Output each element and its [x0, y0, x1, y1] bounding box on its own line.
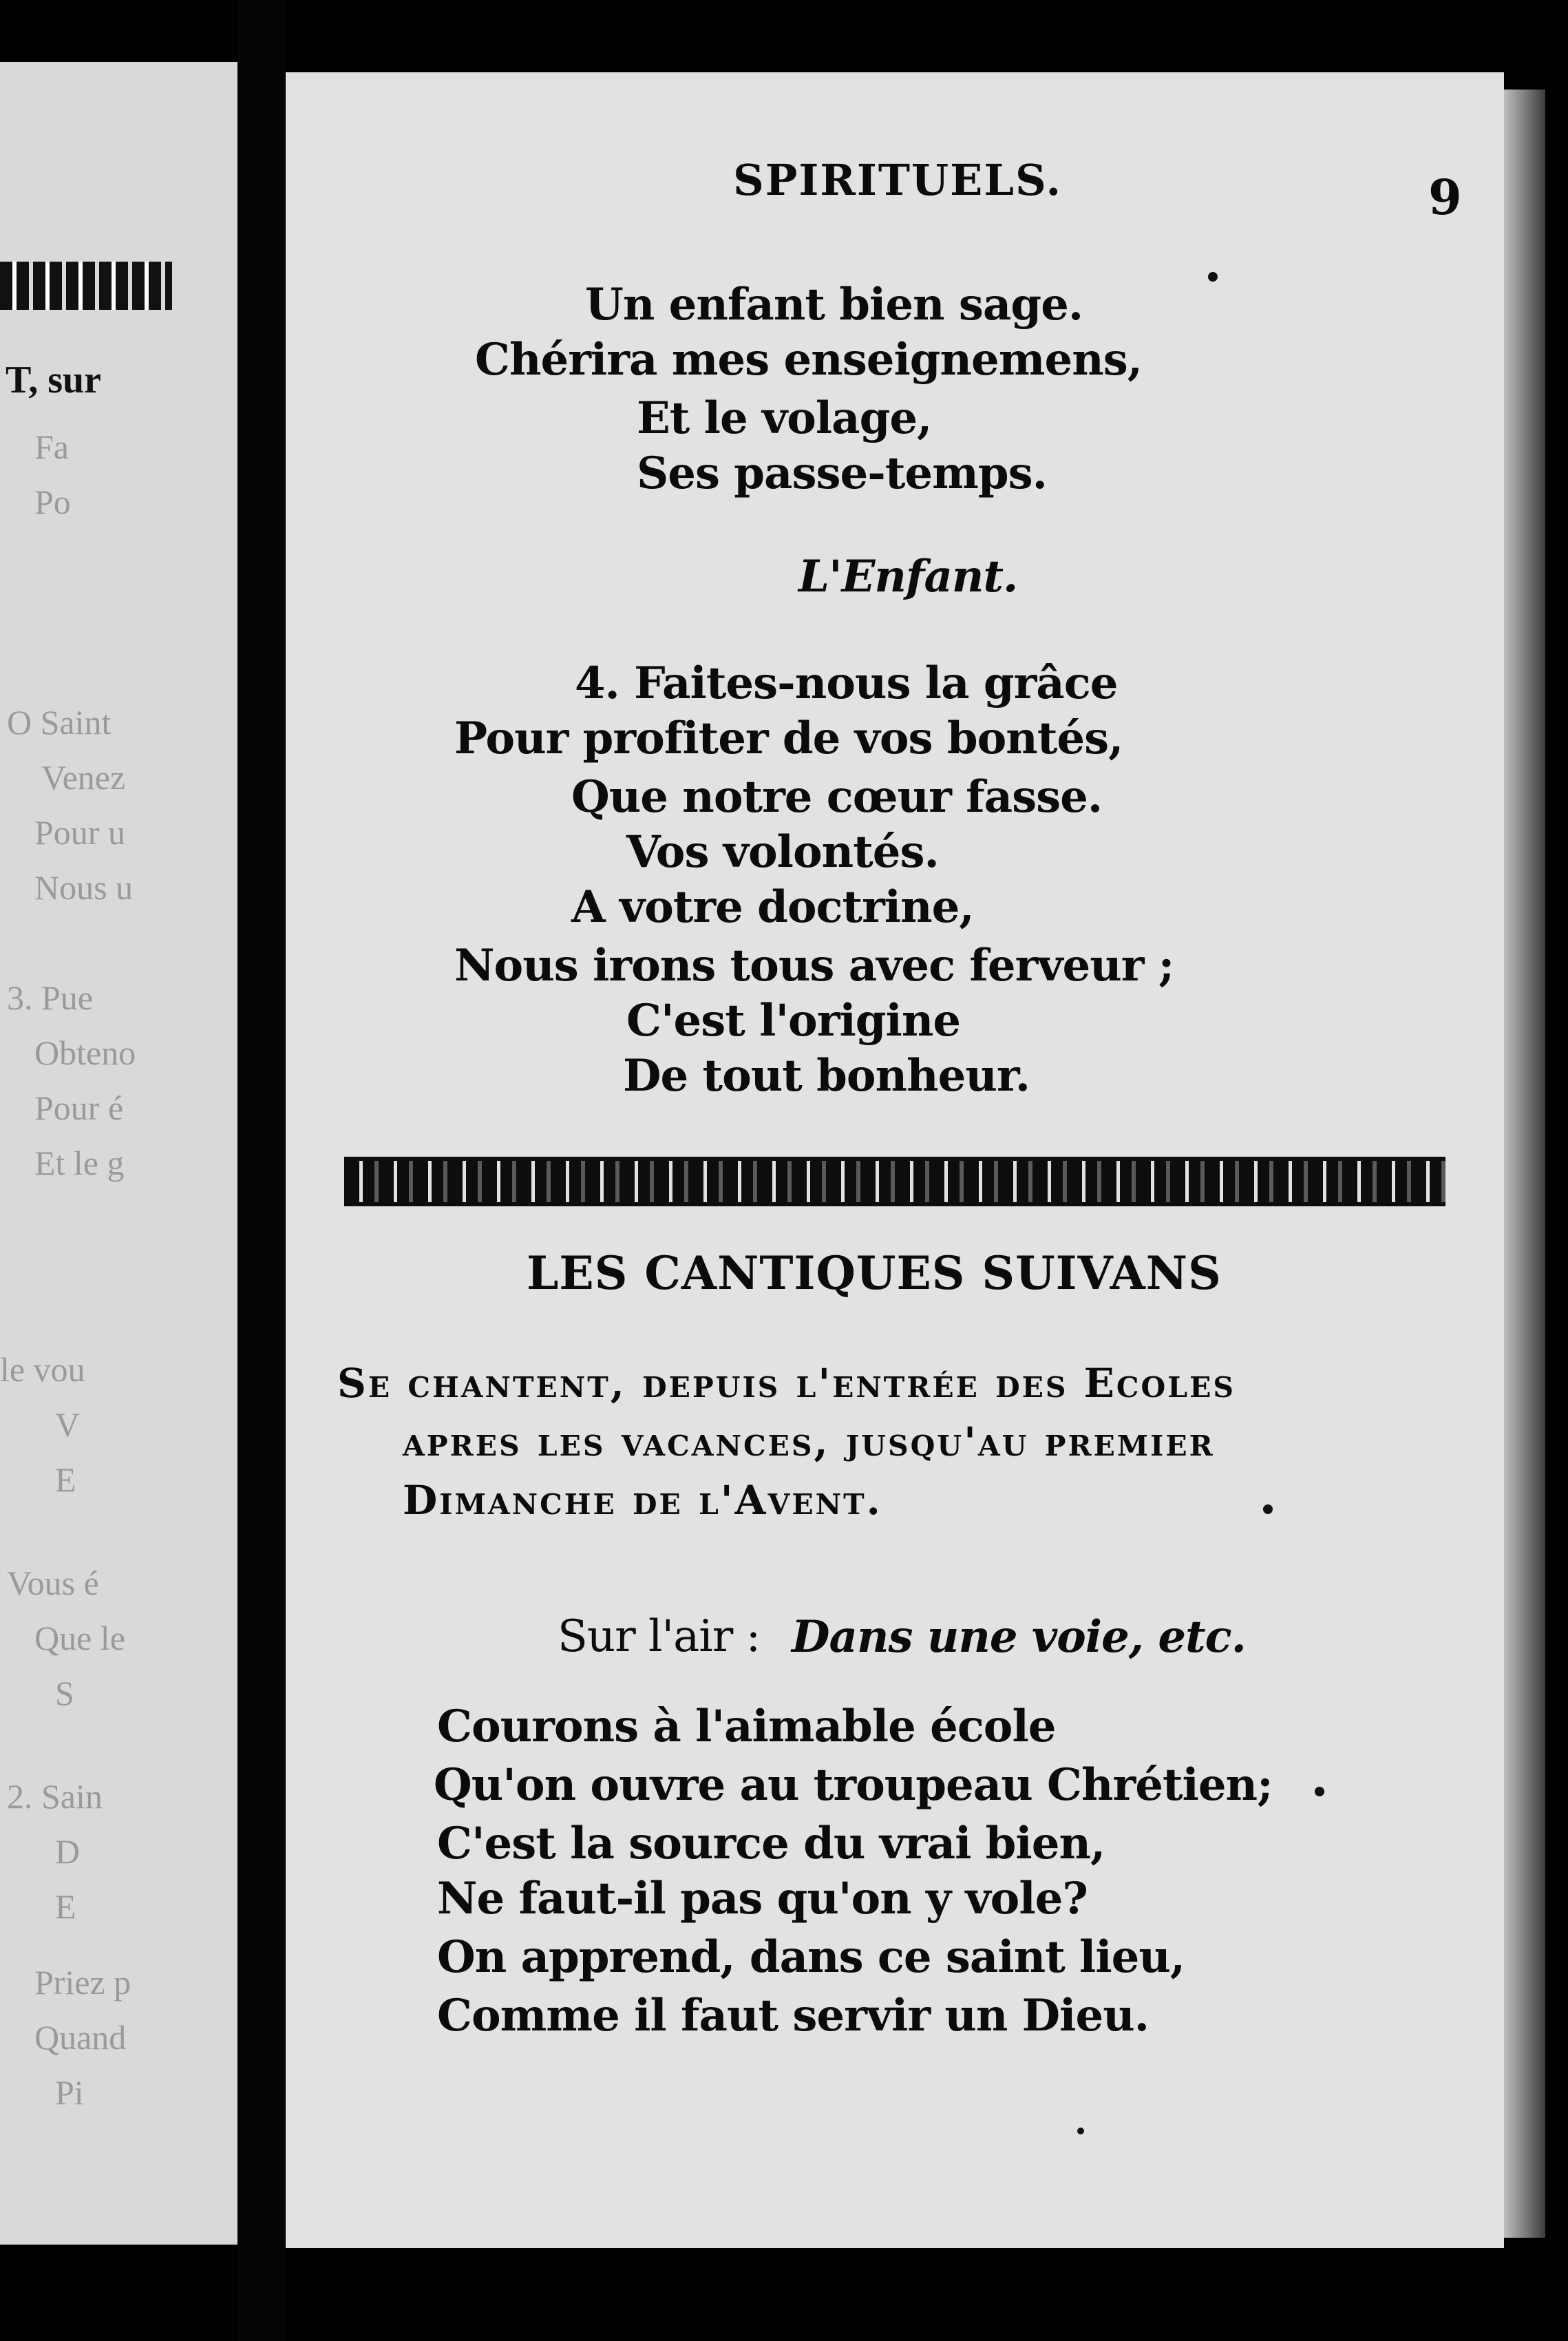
verse-line: C'est l'origine — [626, 995, 961, 1047]
verse-line: Nous irons tous avec ferveur ; — [454, 940, 1174, 991]
left-fragment: Et le g — [34, 1144, 125, 1182]
left-fragment: D — [55, 1832, 81, 1871]
left-fragment: 3. Pue — [7, 978, 93, 1017]
ink-speck — [1315, 1787, 1324, 1796]
verse-line: Un enfant bien sage. — [585, 279, 1083, 330]
left-fragment: T, sur — [6, 359, 101, 401]
left-fragment: Pour é — [34, 1089, 124, 1127]
ornament-divider — [344, 1157, 1445, 1206]
left-fragment: Pi — [55, 2073, 84, 2112]
verse-line: Chérira mes enseignemens, — [475, 334, 1143, 386]
speaker-label: L'Enfant. — [798, 551, 1018, 602]
ink-speck — [1263, 1504, 1273, 1514]
verse-line: C'est la source du vrai bien, — [437, 1818, 1105, 1869]
left-fragment: Que le — [34, 1619, 125, 1657]
left-fragment: Obteno — [34, 1033, 136, 1072]
section-subtitle-line: Dimanche de l'Avent. — [403, 1477, 882, 1524]
left-page-fragment — [0, 62, 237, 2245]
left-fragment: Po — [34, 483, 71, 521]
left-fragment: 2. Sain — [7, 1777, 103, 1816]
verse-line: Et le volage, — [637, 392, 932, 444]
verse-line: De tout bonheur. — [623, 1050, 1030, 1102]
verse-line: Courons à l'aimable école — [437, 1701, 1056, 1752]
verse-line: On apprend, dans ce saint lieu, — [437, 1931, 1185, 1983]
air-title: Dans une voie, etc. — [792, 1611, 1246, 1663]
air-label: Sur l'air : — [558, 1611, 761, 1662]
verse-line: Ses passe-temps. — [637, 448, 1047, 499]
left-fragment: le vou — [0, 1350, 85, 1389]
binding-gutter — [237, 0, 286, 2341]
verse-line: Ne faut-il pas qu'on y vole? — [437, 1873, 1088, 1924]
left-fragment: V — [55, 1405, 81, 1444]
left-fragment: Vous é — [7, 1564, 99, 1602]
verse-line: Que notre cœur fasse. — [571, 771, 1103, 823]
ink-speck — [1208, 272, 1218, 282]
left-ornament-band — [0, 262, 172, 310]
verse-line: Qu'on ouvre au troupeau Chrétien; — [434, 1759, 1273, 1811]
left-fragment: Quand — [34, 2018, 127, 2057]
left-fragment: E — [55, 1460, 76, 1499]
left-fragment: Pour u — [34, 813, 125, 852]
left-fragment: S — [55, 1674, 74, 1712]
verse-line: Vos volontés. — [626, 826, 939, 878]
verse-line: Pour profiter de vos bontés, — [454, 713, 1123, 764]
verse-line: A votre doctrine, — [571, 881, 974, 933]
left-fragment: E — [55, 1887, 76, 1926]
section-subtitle-line: Se chantent, depuis l'entrée des Ecoles — [337, 1360, 1236, 1407]
running-head: SPIRITUELS. — [733, 155, 1063, 205]
section-title: LES CANTIQUES SUIVANS — [527, 1246, 1222, 1300]
left-fragment: Nous u — [34, 868, 134, 907]
page-stack-edge — [1504, 90, 1545, 2238]
left-fragment: Fa — [34, 428, 69, 466]
left-fragment: O Saint — [7, 703, 112, 742]
verse-line: Comme il faut servir un Dieu. — [437, 1990, 1149, 2041]
section-subtitle-line: apres les vacances, jusqu'au premier — [403, 1418, 1215, 1465]
ink-speck — [1077, 2128, 1084, 2134]
page-number: 9 — [1428, 169, 1461, 226]
verse-line: 4. Faites-nous la grâce — [575, 658, 1118, 709]
left-fragment: Priez p — [34, 1963, 131, 2002]
left-fragment: Venez — [41, 758, 126, 797]
